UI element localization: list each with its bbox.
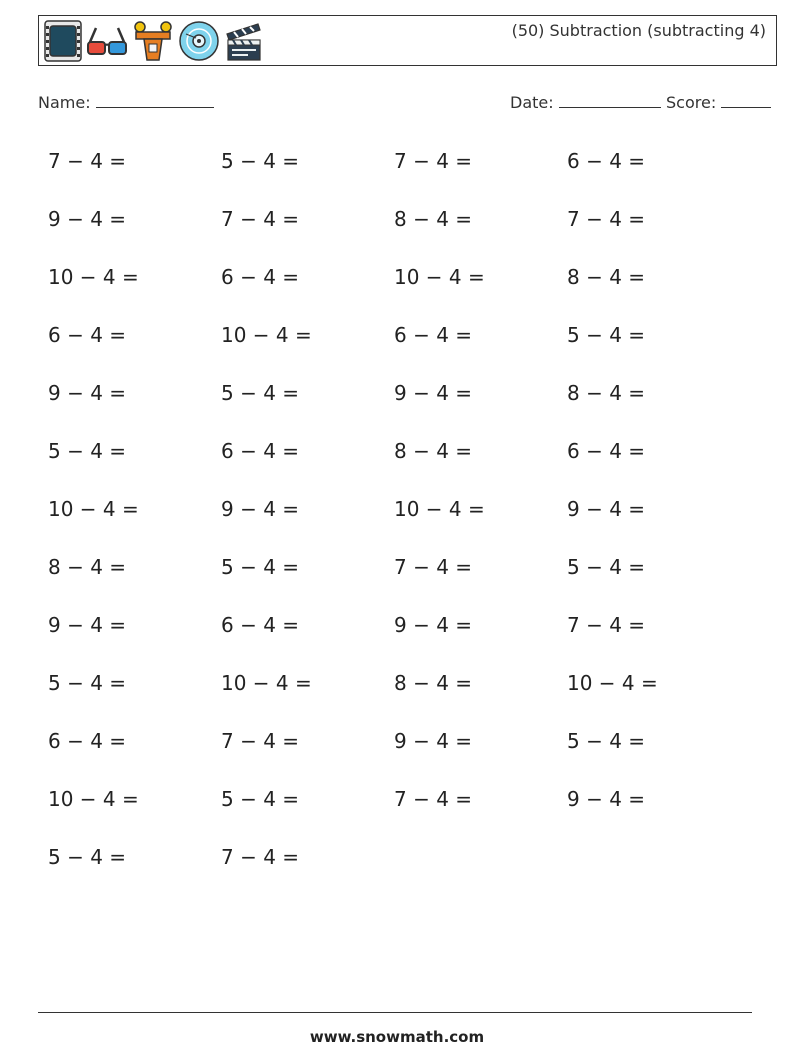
problem-grid [48,147,740,901]
problem-item: 10 − 4 = [394,265,485,289]
problem-item: 6 − 4 = [221,439,300,463]
date-label: Date: [510,93,554,112]
problem-item: 6 − 4 = [567,439,646,463]
worksheet-header [38,15,777,66]
problem-item: 7 − 4 = [394,555,473,579]
score-field[interactable] [666,92,771,112]
problem-item: 5 − 4 = [567,323,646,347]
problem-item: 10 − 4 = [394,497,485,521]
problem-item: 10 − 4 = [48,787,139,811]
problem-item: 5 − 4 = [221,149,300,173]
problem-item: 5 − 4 = [567,555,646,579]
problem-item: 7 − 4 = [567,613,646,637]
problem-item: 7 − 4 = [221,845,300,869]
problem-item: 6 − 4 = [221,265,300,289]
problem-item: 7 − 4 = [48,149,127,173]
cd-disc-icon [178,20,220,62]
problem-item: 6 − 4 = [48,729,127,753]
date-field[interactable] [510,92,661,112]
problem-item: 8 − 4 = [48,555,127,579]
problem-item: 5 − 4 = [48,845,127,869]
problem-item: 9 − 4 = [394,381,473,405]
problem-item: 10 − 4 = [221,671,312,695]
problem-item: 10 − 4 = [567,671,658,695]
problem-item: 7 − 4 = [567,207,646,231]
name-blank[interactable] [96,92,214,108]
problem-item: 6 − 4 = [394,323,473,347]
website-footer: www.snowmath.com [309,1028,485,1046]
problem-item: 8 − 4 = [394,671,473,695]
problem-item: 5 − 4 = [48,439,127,463]
problem-item: 7 − 4 = [221,207,300,231]
problem-item: 9 − 4 = [567,787,646,811]
problem-item: 10 − 4 = [221,323,312,347]
film-projector-icon [132,20,174,62]
problem-item: 8 − 4 = [567,381,646,405]
problem-item: 10 − 4 = [48,265,139,289]
problem-item: 7 − 4 = [394,149,473,173]
problem-item: 5 − 4 = [221,555,300,579]
footer-divider [38,1012,752,1013]
problem-item: 5 − 4 = [221,381,300,405]
worksheet-title: (50) Subtraction (subtracting 4) [511,21,766,40]
3d-glasses-icon [86,20,128,62]
clapperboard-icon [224,20,264,62]
problem-item: 6 − 4 = [221,613,300,637]
problem-item: 6 − 4 = [567,149,646,173]
problem-item: 9 − 4 = [394,613,473,637]
problem-item: 9 − 4 = [48,613,127,637]
problem-item: 5 − 4 = [567,729,646,753]
problem-item: 6 − 4 = [48,323,127,347]
name-label: Name: [38,93,91,112]
score-label: Score: [666,93,717,112]
problem-item: 7 − 4 = [394,787,473,811]
date-blank[interactable] [559,92,661,108]
problem-item: 10 − 4 = [48,497,139,521]
problem-item: 9 − 4 = [567,497,646,521]
problem-item: 9 − 4 = [394,729,473,753]
problem-item: 5 − 4 = [221,787,300,811]
problem-item: 8 − 4 = [394,207,473,231]
problem-item: 9 − 4 = [48,207,127,231]
problem-item: 9 − 4 = [221,497,300,521]
score-blank[interactable] [721,92,771,108]
problem-item: 5 − 4 = [48,671,127,695]
header-icons [44,20,264,62]
name-field[interactable] [38,92,214,112]
problem-item: 8 − 4 = [567,265,646,289]
film-frame-icon [44,20,82,62]
problem-item: 8 − 4 = [394,439,473,463]
problem-item: 9 − 4 = [48,381,127,405]
problem-item: 7 − 4 = [221,729,300,753]
